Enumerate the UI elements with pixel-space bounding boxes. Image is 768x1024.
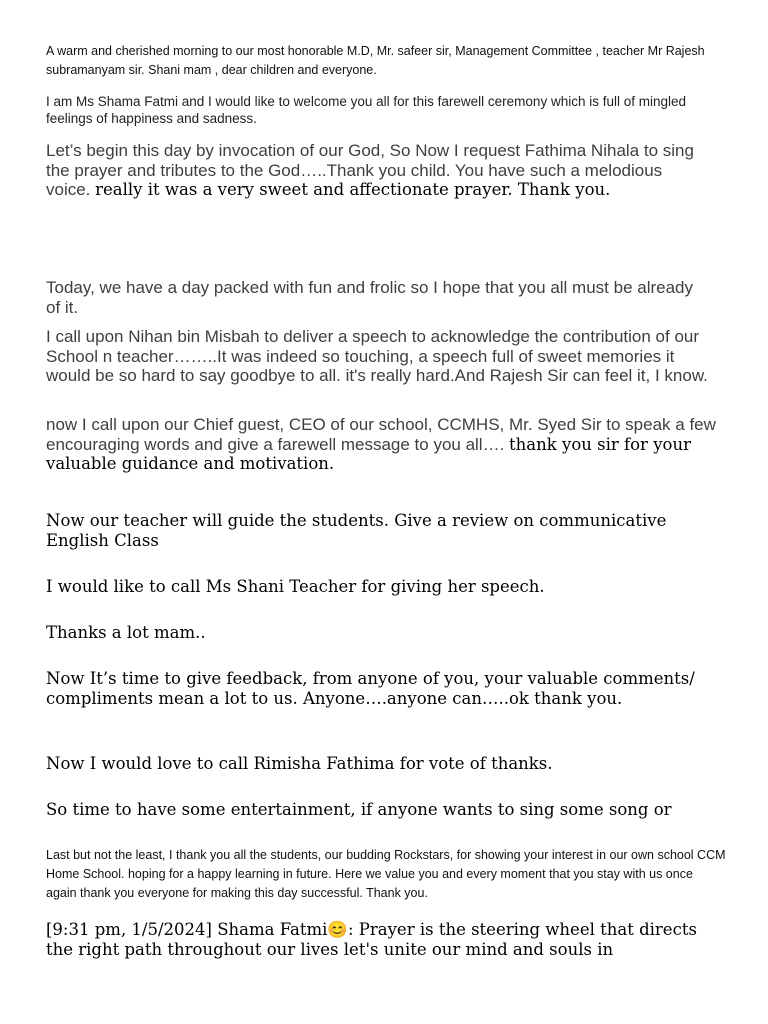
paragraph-teacher-review: Now our teacher will guide the students. Give a review on communicative English Class [46,511,667,550]
paragraph-speech-nihan: I call upon Nihan bin Misbah to deliver a speech to acknowledge the contribution of our School n teacher……..It was indeed so touching, a speech full of sweet memories it would be so hard to say goodbye to all. it's really hard.And Rajesh Sir can feel it, I know. [46,327,708,385]
paragraph-chief-guest [46,415,721,474]
paragraph-introduction: I am Ms Shama Fatmi and I would like to welcome you all for this farewell ceremony which is full of mingled feelings of happiness and sadness. [46,94,687,126]
prayer-thanks-text: really it was a very sweet and affectionate prayer. Thank you. [95,180,611,199]
paragraph-entertainment: So time to have some entertainment, if anyone wants to sing some song or [46,800,672,819]
paragraph-vote-of-thanks: Now I would love to call Rimisha Fathima for vote of thanks. [46,754,553,773]
paragraph-greeting: A warm and cherished morning to our most honorable M.D, Mr. safeer sir, Management Committee , teacher Mr Rajesh subramanyam sir. Shani mam , dear children and everyone. [46,44,705,77]
paragraph-prayer [46,141,711,200]
paragraph-thanks-mam: Thanks a lot mam.. [46,623,206,642]
paragraph-chat-message: [9:31 pm, 1/5/2024] Shama Fatmi😊: Prayer is the steering wheel that directs the right path throughout our lives let's unite our mind and souls in [46,920,697,959]
chief-guest-thanks-text: thank you sir for your valuable guidance and motivation. [46,434,691,473]
paragraph-feedback: Now It’s time to give feedback, from anyone of you, your valuable comments/ compliments mean a lot to us. Anyone….anyone can…..ok thank you. [46,669,695,708]
paragraph-shani-speech: I would like to call Ms Shani Teacher for giving her speech. [46,577,545,596]
prayer-request-text: Let’s begin this day by invocation of our God, So Now I request Fathima Nihala to sing the prayer and tributes to the God…..Thank you child. You have such a melodious voice. [46,141,694,199]
chief-guest-call-text: now I call upon our Chief guest, CEO of our school, CCMHS, Mr. Syed Sir to speak a few encouraging words and give a farewell message to you all…. [46,415,716,454]
paragraph-day-plan: Today, we have a day packed with fun and frolic so I hope that you all must be already of it. [46,278,694,317]
paragraph-closing: Last but not the least, I thank you all the students, our budding Rockstars, for showing your interest in our own school CCM Home School. hoping for a happy learning in future. Here we value you and every moment that you stay with us once again thank you everyone for making this day successful. Thank you. [46,848,726,900]
